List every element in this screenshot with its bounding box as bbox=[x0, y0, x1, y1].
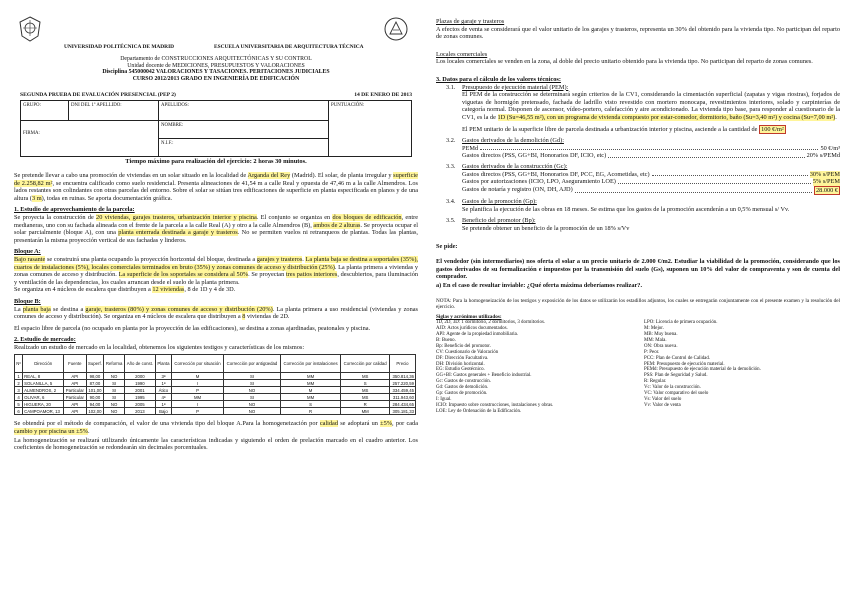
abbreviation-item: DH: División horizontal. bbox=[436, 361, 485, 367]
item-3-2 bbox=[436, 137, 840, 160]
text-run: (Madrid). El solar, de planta irregular y bbox=[290, 172, 394, 179]
dni-field[interactable]: DNI DEL 1º APELLIDO: bbox=[69, 101, 159, 121]
table-row bbox=[15, 401, 416, 408]
table-cell: NO bbox=[104, 408, 125, 415]
score-field[interactable]: PUNTUACIÓN: bbox=[329, 101, 412, 157]
table-cell: 90,00 bbox=[86, 394, 104, 401]
table-cell: 284.434,65 bbox=[389, 401, 415, 408]
table-cell: P bbox=[171, 387, 223, 394]
abbreviation-item: MB: Muy buena. bbox=[644, 332, 678, 338]
table-cell: CAMPOAMOR, 13 bbox=[23, 408, 64, 415]
asks-title: Se pide: bbox=[436, 242, 458, 250]
text-run: Se pretende llevar a cabo una promoción de viviendas en un solar situado en la localidad de bbox=[14, 172, 248, 179]
section-2-text: Realizado un estudio de mercado en la localidad, obtenemos los siguientes testigos y características de los mismos: bbox=[14, 343, 305, 351]
table-cell: P bbox=[171, 408, 223, 415]
table-cell: MS bbox=[341, 373, 390, 380]
text-run: Para la homogeneización por bbox=[242, 420, 320, 428]
item-3-5-title: Beneficio del promotor (Bp): bbox=[462, 217, 536, 225]
table-cell: OLIVAR, 6 bbox=[23, 394, 64, 401]
abbreviation-item: P: Peor. bbox=[644, 349, 660, 355]
column-header: Año de const. bbox=[124, 355, 155, 373]
table-cell: SI bbox=[224, 380, 281, 387]
cost-label: Gastos por autorizaciones (ICIO, LPO, Aseguramiento LOE) bbox=[462, 178, 616, 186]
abbreviation-item: Gc: Gastos de construcción. bbox=[436, 379, 491, 385]
cost-value: 20% s/PEMd bbox=[806, 152, 840, 160]
table-cell: MM bbox=[280, 380, 341, 387]
right-body bbox=[436, 0, 840, 415]
item-3-5-number: 3.5. bbox=[446, 217, 456, 225]
abbreviation-item: PCC: Plan de Control de Calidad. bbox=[644, 355, 711, 361]
left-body bbox=[14, 172, 418, 456]
locals-text: Los locales comerciales se venden en la zona, al doble del precio unitario obtenido para la vivienda tipo. No participan del reparto de zonas comunes. bbox=[436, 58, 813, 66]
highlighted-text: ±5% bbox=[380, 420, 393, 428]
department-block bbox=[14, 56, 418, 82]
free-space-text: El espacio libre de parcela (no ocupado en planta por la proyección de las edificaciones), se destina a zonas ajardinadas, peatonales y piscina. bbox=[14, 324, 371, 332]
highlighted-text: Arganda del Rey bbox=[247, 172, 291, 179]
abbreviation-item: Bp: Beneficio del promotor. bbox=[436, 343, 491, 349]
column-header: Nº bbox=[15, 355, 23, 373]
table-cell: 257.220,59 bbox=[389, 380, 415, 387]
demolition-lines bbox=[462, 145, 840, 160]
abbreviation-item: PSS: Plan de Seguridad y Salud. bbox=[644, 373, 708, 379]
text-run: . La planta primera a viviendas y zonas comunes de acceso y distribución. bbox=[14, 263, 418, 279]
table-cell: SI bbox=[224, 373, 281, 380]
abbreviation-item: B: Bueno. bbox=[436, 337, 456, 343]
column-header: Dirección bbox=[23, 355, 64, 373]
table-cell: ALMENDROS, 2 bbox=[23, 387, 64, 394]
item-3-1-title: Presupuesto de ejecución material (PEM): bbox=[462, 83, 569, 91]
cost-label: Gastos de notaría y registro (ON, DH, AJD) bbox=[462, 185, 573, 193]
table-cell: API bbox=[64, 408, 86, 415]
block-a-text bbox=[14, 256, 418, 286]
table-cell: R bbox=[280, 408, 341, 415]
cost-line bbox=[462, 152, 840, 160]
highlighted-text: 8 bbox=[242, 313, 246, 321]
highlighted-text: cambio y por piscina un ±5% bbox=[14, 428, 88, 436]
table-cell: 350.814,36 bbox=[389, 373, 415, 380]
abbreviation-item: ON: Obra nueva. bbox=[644, 343, 678, 349]
column-header: Corrección por calidad bbox=[341, 355, 390, 373]
table-cell: Bajo bbox=[155, 408, 171, 415]
intro-paragraph bbox=[14, 172, 418, 202]
table-cell: 2013 bbox=[124, 408, 155, 415]
table-cell: MM bbox=[171, 394, 223, 401]
dot-leader bbox=[575, 186, 812, 194]
cost-value: 50 €/m³ bbox=[820, 144, 840, 152]
abbreviation-item: 1D, 2D, 3D: 1 dormitorio, 2 dormitorios, 3 dormitorios. bbox=[436, 320, 546, 326]
abbreviation-item: M: Mejor. bbox=[644, 326, 664, 332]
text-run: . No se permiten vuelos ni retranqueos de plantas. Todas las plantas, presentarán la misma proyección vertical de sus fachadas y linderos. bbox=[14, 229, 418, 244]
item-3-4 bbox=[436, 198, 840, 213]
text-run: , entre medianeras, uno con su fachada alineada con el frente de la parcela a la calle Real (A) y otro a la calle Almendros (B), bbox=[14, 213, 419, 229]
text-run: . El conjunto se organiza en bbox=[256, 213, 333, 221]
construction-lines bbox=[462, 171, 840, 196]
table-cell: API bbox=[64, 373, 86, 380]
column-header: Corrección por instalaciones bbox=[280, 355, 341, 373]
text-run: . La planta primera a uso residencial (viviendas y zonas comunes de acceso y distribución). Se organiza en 4 núcleos de escalera que distribuyen a bbox=[14, 305, 418, 321]
table-cell: 305.181,33 bbox=[389, 408, 415, 415]
text-run: , se encuentra calificado como suelo residencial. Presenta alineaciones de 41,54 m a calle Real y opuesta de 47,46 m a la calle Almendros. Los lados restantes son colindantes con otras parcelas del entorno. Sobre el solar se sitúan tres edificaciones de superficie en planta especificada en planos y de una altura ( bbox=[14, 179, 418, 202]
table-cell: SI bbox=[104, 394, 125, 401]
table-cell: 98,00 bbox=[86, 373, 104, 380]
surnames-field[interactable]: APELLIDOS: bbox=[159, 101, 329, 121]
item-3-4-number: 3.4. bbox=[446, 198, 456, 206]
homogenization-note: NOTA: Para la homogeneización de los testigos y exposición de los datos se utilizarán los estadillos adjuntos, los cuales se entregarán conjuntamente con el presente examen y la resolución del ejercicio. bbox=[436, 297, 840, 310]
cost-line bbox=[462, 171, 840, 179]
after-table-text bbox=[14, 420, 418, 435]
abbreviation-item: LPO: Licencia de primera ocupación. bbox=[644, 320, 718, 326]
item-3-1-text-b: . bbox=[835, 113, 837, 121]
item-3-5 bbox=[436, 217, 840, 232]
table-cell: S bbox=[280, 401, 341, 408]
abbreviation-item: EG: Estudio Geotécnico. bbox=[436, 367, 485, 373]
highlighted-text: Bajo rasante bbox=[14, 255, 46, 263]
block-b-title: Bloque B: bbox=[14, 297, 41, 305]
course: CURSO 2012/2013 GRADO EN INGENIERÍA DE EDIFICACIÓN bbox=[132, 75, 300, 82]
abbreviation-item: DF: Dirección Facultativa. bbox=[436, 355, 489, 361]
text-run: viviendas de 2D. bbox=[245, 313, 290, 321]
item-3-2-number: 3.2. bbox=[446, 137, 456, 145]
cost-value: 28.000 € bbox=[815, 186, 838, 194]
abbreviation-item: PEMd: Presupuesto de ejecución material de la demolición. bbox=[644, 367, 761, 373]
highlighted-text: planta baja bbox=[22, 305, 51, 313]
market-header-row bbox=[15, 355, 416, 373]
block-a-title: Bloque A: bbox=[14, 248, 41, 256]
abbreviation-item: ICIO: Impuesto sobre construcciones, instalaciones y obras. bbox=[436, 402, 554, 408]
abbreviation-item: API: Agente de la propiedad inmobiliaria. bbox=[436, 332, 519, 338]
item-3-1-highlight: 1D (Su=46,55 m²), con un programa de vivienda compuesto por estar-comedor, dormitorio, baño (Su=3,40 m²) y cocina (Su=7,00 m²) bbox=[497, 113, 836, 121]
locals-title: Locales comerciales bbox=[436, 50, 488, 58]
cost-label: Gastos directos (PSS, GG+BI, Honorarios DF, ICIO, etc) bbox=[462, 152, 607, 160]
garages-title: Plazas de garaje y trasteros bbox=[436, 18, 505, 25]
table-cell: 2000 bbox=[124, 373, 155, 380]
highlighted-text: garaje, trasteros (80%) y zonas comunes de acceso y distribución (20%) bbox=[85, 305, 273, 313]
table-cell: Particular bbox=[64, 394, 86, 401]
teaching-unit: Unidad docente de MEDICIONES, PRESUPUESTOS Y VALORACIONES bbox=[127, 62, 305, 69]
abbreviation-item: GG+BI: Gastos generales + Beneficio industrial. bbox=[436, 373, 532, 379]
highlighted-text: dos bloques de edificación bbox=[332, 213, 402, 221]
highlighted-text: planta enterrada destinada a garaje y trasteros bbox=[118, 229, 238, 237]
table-cell: 3ª bbox=[155, 373, 171, 380]
table-cell: S bbox=[341, 380, 390, 387]
column-header: Corrección por antigüedad bbox=[224, 355, 281, 373]
table-cell: API bbox=[64, 401, 86, 408]
table-cell: MM bbox=[341, 408, 390, 415]
table-cell: HIGUERA, 20 bbox=[23, 401, 64, 408]
highlighted-text: La superficie de los soportales se considera al 50% bbox=[118, 271, 249, 279]
table-cell: NO bbox=[224, 387, 281, 394]
table-cell: R bbox=[341, 401, 390, 408]
highlighted-text: tres patios interiores bbox=[285, 271, 338, 279]
abbreviation-item: I: Igual. bbox=[436, 397, 452, 403]
left-column bbox=[14, 0, 419, 452]
text-run: se destina a bbox=[50, 305, 86, 313]
text-run: , descubiertos, para iluminación y ventilación de las dependencias, los cuales arrancan desde el suelo de la planta primera. bbox=[14, 271, 419, 286]
urbanization-pem-value: 100 €/m² bbox=[761, 125, 784, 133]
section-1-title: 1. Estudio de aprovechamiento de la parcela: bbox=[14, 206, 135, 214]
column-header: Precio bbox=[389, 355, 415, 373]
abbreviation-item: AJD: Actos jurídicos documentados. bbox=[436, 326, 508, 332]
highlighted-text: garajes y trasteros bbox=[256, 255, 303, 263]
name-field[interactable]: NOMBRE: bbox=[159, 121, 329, 139]
table-cell: 1 bbox=[15, 373, 23, 380]
dot-leader bbox=[480, 145, 818, 151]
euat-crest-icon bbox=[384, 16, 408, 42]
market-table-body bbox=[15, 373, 416, 415]
item-3-4-title: Gastos de la promoción (Gp): bbox=[462, 198, 537, 206]
highlighted-text: La planta baja se destina a soportales (35%), cuartos de instalaciones (5%), locales comerciales terminados en bruto (35%) y zonas comunes de acceso y distribución (25%) bbox=[14, 255, 418, 271]
section-1-text bbox=[14, 214, 418, 244]
table-cell: MS bbox=[341, 387, 390, 394]
dot-leader bbox=[652, 171, 808, 177]
highlighted-text: superficie de 2.258,82 m² bbox=[14, 172, 418, 187]
item-3-5-text: Se pretende obtener un beneficio de la promoción de un 18% s/Vv bbox=[462, 225, 630, 233]
table-cell: REAL, 8 bbox=[23, 373, 64, 380]
highlighted-text: 12 viviendas bbox=[152, 286, 185, 294]
table-cell: 87,00 bbox=[86, 380, 104, 387]
table-cell: MS bbox=[341, 394, 390, 401]
university-name: UNIVERSIDAD POLITÉCNICA DE MADRID bbox=[64, 44, 175, 50]
table-cell: 102,00 bbox=[86, 408, 104, 415]
abbreviation-item: MM: Mala. bbox=[644, 337, 667, 343]
exam-date: 14 DE ENERO DE 2013 bbox=[354, 92, 412, 98]
homogenization-text: La homogeneización se realizará utilizando únicamente las características indicadas y siguiendo el orden de prelación marcado en el cuadro anterior. Los coeficientes de homogeneización se redondearán sin decimales porcentuales. bbox=[14, 436, 418, 452]
text-run: , por cada bbox=[392, 420, 419, 428]
table-cell: 6 bbox=[15, 408, 23, 415]
cost-value: 5% s/PEM bbox=[812, 178, 840, 186]
table-cell: NO bbox=[104, 401, 125, 408]
table-cell: M bbox=[280, 387, 341, 394]
abbreviation-item: Vv: Valor de venta bbox=[644, 402, 681, 408]
dot-leader bbox=[608, 152, 804, 158]
table-cell: NO bbox=[104, 373, 125, 380]
item-3-1-text-a: El PEM de la construcción se determinará según criterios de la CV1, considerando la cimentación superficial (zapatas y vigas riostras), forjados de viguetas de hormigón pretensado, fachada de ladrillo visto revestido con mortero monocapa, revestimientos interiores, solado y carpinterías de categoría normal. Disponen de ascensor, vídeo-portero, calefacción y aire acondicionado. La vivienda tipo base, para responder al cuestionario de la CV1, es la de bbox=[462, 91, 840, 121]
abbreviation-item: Vs: Valor del suelo bbox=[644, 397, 682, 403]
dot-leader bbox=[618, 178, 811, 184]
column-header: Corrección por situación bbox=[171, 355, 223, 373]
table-cell: SOLANILLA, 5 bbox=[23, 380, 64, 387]
cost-line bbox=[462, 178, 840, 186]
group-field[interactable]: GRUPO: bbox=[21, 101, 69, 121]
abbreviations-list bbox=[436, 320, 840, 415]
exam-title: SEGUNDA PRUEBA DE EVALUACIÓN PRESENCIAL (PEP 2) bbox=[20, 92, 176, 98]
abbreviation-item: Vc: Valor de la construcción. bbox=[644, 385, 701, 391]
block-a-text-2 bbox=[14, 286, 418, 294]
garages-text: A efectos de venta se considerará que el valor unitario de los garajes y trasteros, representa un 30% del obtenido para la vivienda tipo. No participan del reparto de zonas comunes. bbox=[436, 25, 840, 41]
section-2-title: 2. Estudio de mercado: bbox=[14, 336, 76, 344]
department: Departamento de CONSTRUCCIONES ARQUITECTÓNICAS Y SU CONTROL bbox=[120, 56, 312, 62]
table-cell: 1995 bbox=[124, 394, 155, 401]
table-cell: SI bbox=[224, 394, 281, 401]
table-cell: API bbox=[64, 380, 86, 387]
question-text: El vendedor (sin intermediarios) nos oferta el solar a un precio unitario de 2.000 €/m2. Estudiar la viabilidad de la promoción, considerando que los gastos derivados de su formalización e impuestos por la transmisión del suelo (Gs), suponen un 10% del valor de compraventa y son de cuenta del comprador. bbox=[436, 258, 840, 281]
highlighted-text: 20 viviendas, garajes trasteros, urbanización interior y piscina bbox=[96, 213, 257, 221]
text-run: Se proyecta la construcción de bbox=[14, 213, 97, 221]
highlighted-text: calidad bbox=[319, 420, 338, 428]
text-run: se adoptará un bbox=[338, 420, 381, 428]
table-cell: M bbox=[171, 373, 223, 380]
column-header: Superf. bbox=[86, 355, 104, 373]
item-3-1-text bbox=[462, 91, 840, 121]
right-column bbox=[436, 0, 840, 415]
table-cell: 4 bbox=[15, 394, 23, 401]
table-cell: 94,00 bbox=[86, 401, 104, 408]
exam-header bbox=[14, 0, 418, 108]
table-cell: MM bbox=[280, 373, 341, 380]
item-3-4-text: Se planifica la ejecución de las obras en 18 meses. Se estima que los gastos de la promoción ascenderán a un 0,5% mensual s/ Vv. bbox=[462, 205, 790, 213]
table-cell: Particular bbox=[64, 387, 86, 394]
table-cell: NO bbox=[224, 401, 281, 408]
table-cell: 1990 bbox=[124, 380, 155, 387]
column-header: Fuente bbox=[64, 355, 86, 373]
highlighted-text: ambos de 2 alturas bbox=[313, 221, 361, 229]
table-cell: 1ª bbox=[155, 380, 171, 387]
text-run: . Se proyecta ocupar el solar parcialmente (bloque A), con una bbox=[14, 221, 419, 237]
text-run: ), todas en ruinas. Se aporta documentación gráfica. bbox=[41, 194, 173, 202]
block-b-text bbox=[14, 306, 418, 321]
text-run: Se obtendrá por el método de comparación, el valor de una vivienda tipo del bloque A. bbox=[14, 420, 243, 428]
table-cell: 2 bbox=[15, 380, 23, 387]
cost-line bbox=[462, 145, 840, 153]
cost-line bbox=[462, 186, 840, 196]
table-cell: MM bbox=[280, 394, 341, 401]
abbreviations-left bbox=[436, 320, 632, 415]
signature-label: FIRMA: bbox=[23, 131, 40, 136]
school-name: ESCUELA UNIVERSITARIA DE ARQUITECTURA TÉCNICA bbox=[214, 44, 364, 50]
table-cell: 1ª bbox=[155, 401, 171, 408]
text-run: . bbox=[87, 428, 90, 436]
table-row bbox=[15, 408, 416, 415]
nif-field[interactable]: N.I.F.: bbox=[159, 139, 329, 157]
item-3-1-urbanization bbox=[462, 126, 840, 134]
item-3-1-number: 3.1. bbox=[446, 83, 456, 91]
item-3-3-title: Gastos derivados de la construcción (Gc): bbox=[462, 162, 568, 170]
table-cell: SI bbox=[104, 380, 125, 387]
table-cell: I bbox=[171, 401, 223, 408]
table-cell: 101,00 bbox=[86, 387, 104, 394]
abbreviation-item: R: Regular. bbox=[644, 379, 667, 385]
upm-crest-icon bbox=[18, 16, 42, 42]
table-cell: SI bbox=[104, 387, 125, 394]
table-row bbox=[15, 394, 416, 401]
market-table bbox=[14, 354, 416, 415]
item-3-3 bbox=[436, 163, 840, 195]
question-a: a) En el caso de resultar inviable: ¿Qué oferta máxima deberíamos realizar?. bbox=[436, 282, 643, 290]
text-run: La bbox=[14, 305, 23, 313]
table-cell: 2001 bbox=[124, 387, 155, 394]
cost-label: PEMd bbox=[462, 144, 479, 152]
abbreviation-item: LOE: Ley de Ordenación de la Edificación. bbox=[436, 408, 522, 414]
signature-field[interactable] bbox=[21, 121, 159, 157]
table-cell: I bbox=[171, 380, 223, 387]
table-cell: NO bbox=[224, 408, 281, 415]
section-3-title: 3. Datos para el cálculo de los valores técnicos: bbox=[436, 75, 561, 83]
column-header: Planta bbox=[155, 355, 171, 373]
text-run: se construirá una planta ocupando la proyección horizontal del bloque, destinada a bbox=[45, 255, 257, 263]
table-row bbox=[15, 387, 416, 394]
abbreviation-item: VC: Valor comparativo del suelo bbox=[644, 391, 709, 397]
item-3-2-title: Gastos derivados de la demolición (Gd): bbox=[462, 137, 564, 145]
cost-value: 30% s/PEM bbox=[809, 170, 840, 178]
table-row bbox=[15, 373, 416, 380]
highlighted-text: 3 m bbox=[32, 194, 42, 202]
item-3-1-text-c: El PEM unitario de la superficie libre de parcela destinada a urbanización interior y piscina, asciende a la cantidad de bbox=[462, 125, 760, 133]
cost-label: Gastos directos (PSS, GG+BI, Honorarios DF, PCC, EG, Acometidas, etc) bbox=[462, 170, 650, 178]
table-cell: 4ª bbox=[155, 394, 171, 401]
table-cell: 3 bbox=[15, 387, 23, 394]
abbreviation-item: Gp: Gastos de promoción. bbox=[436, 391, 488, 397]
item-3-3-number: 3.3. bbox=[446, 162, 456, 170]
abbreviations-title: Siglas y acrónimos utilizados: bbox=[436, 314, 502, 321]
item-3-1 bbox=[436, 84, 840, 134]
student-id-box bbox=[20, 100, 412, 157]
subject: Disciplina 545000042 VALORACIONES Y TASACIONES. PERITACIONES JUDICIALES bbox=[102, 69, 330, 76]
text-run: . bbox=[302, 255, 306, 263]
text-run: , 8 de 1D y 4 de 3D. bbox=[184, 286, 236, 294]
table-cell: 5 bbox=[15, 401, 23, 408]
table-cell: 2005 bbox=[124, 401, 155, 408]
text-run: . Se proyectan bbox=[248, 271, 286, 279]
abbreviation-item: CV: Cuestionario de Valoración bbox=[436, 349, 499, 355]
table-cell: Ático bbox=[155, 387, 171, 394]
abbreviations-right bbox=[644, 320, 840, 415]
table-row bbox=[15, 380, 416, 387]
column-header: Reforma bbox=[104, 355, 125, 373]
table-cell: 334.459,45 bbox=[389, 387, 415, 394]
table-cell: 311.943,60 bbox=[389, 394, 415, 401]
text-run: Se organiza en 4 núcleos de escalera que distribuyen a bbox=[14, 286, 153, 294]
time-limit: Tiempo máximo para realización del ejercicio: 2 horas 30 minutos. bbox=[125, 158, 307, 165]
abbreviation-item: PEM: Presupuesto de ejecución material. bbox=[644, 361, 725, 367]
abbreviation-item: Gd: Gastos de demolición. bbox=[436, 385, 489, 391]
